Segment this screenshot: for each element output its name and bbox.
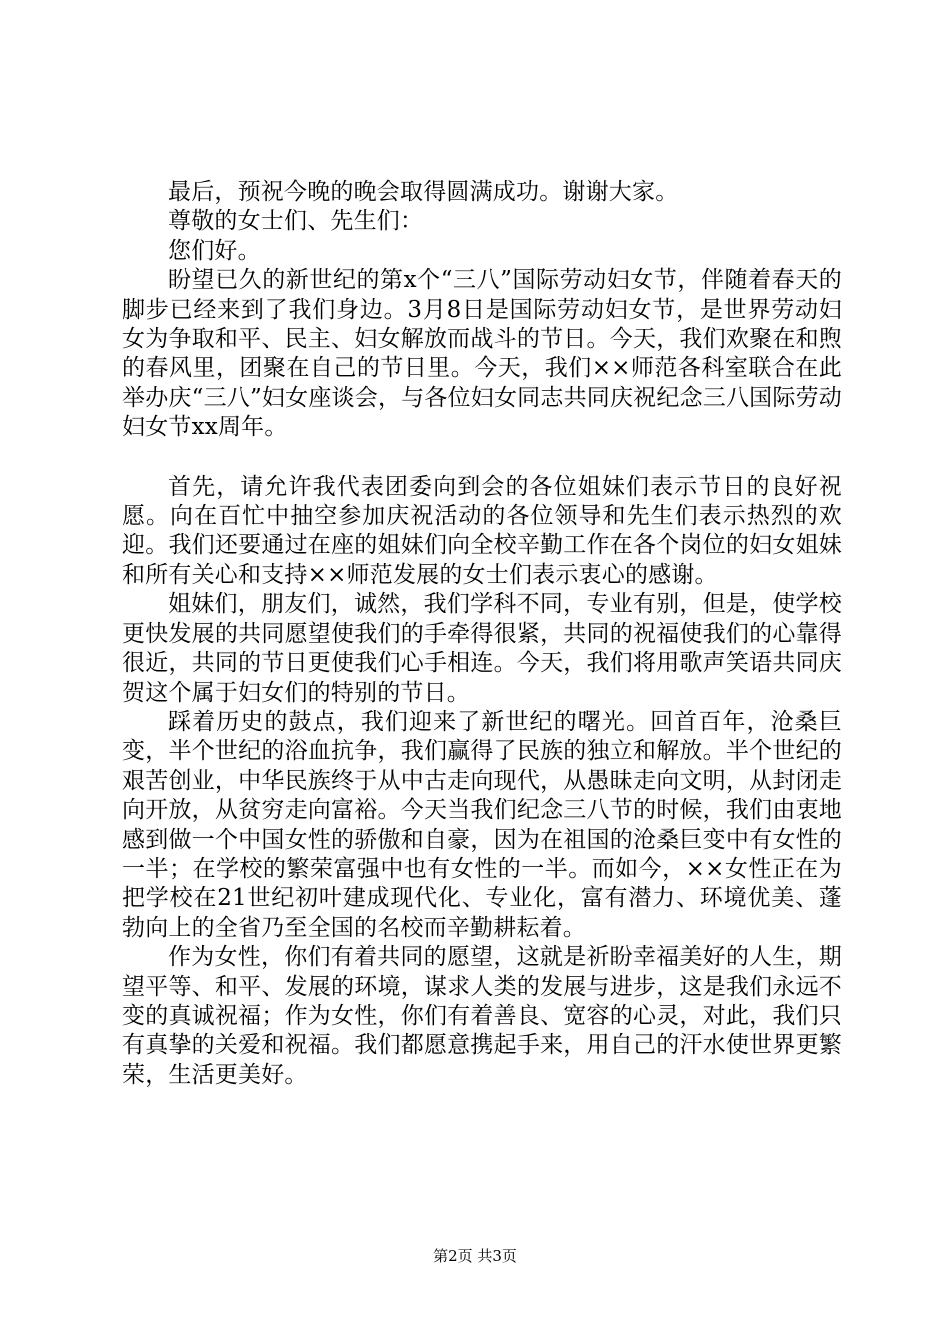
paragraph-history: 踩着历史的鼓点，我们迎来了新世纪的曙光。回首百年，沧桑巨变，半个世纪的浴血抗争，我们赢得了民族的独立和解放。半个世纪的艰苦创业，中华民族终于从中古走向现代，从愚昧走向文明，从封闭走向开放，从贫穷走向富裕。今天当我们纪念三八节的时候，我们由衷地感到做一个中国女性的骄傲和自豪，因为在祖国的沧桑巨变中有女性的一半；在学校的繁荣富强中也有女性的一半。而如今，××女性正在为把学校在21世纪初叶建成现代化、专业化，富有潜力、环境优美、蓬勃向上的全省乃至全国的名校而辛勤耕耘着。 — [122, 708, 842, 941]
paragraph-intro: 盼望已久的新世纪的第x个“三八”国际劳动妇女节，伴随着春天的脚步已经来到了我们身边。3月8日是国际劳动妇女节，是世界劳动妇女为争取和平、民主、妇女解放而战斗的节日。今天，我们欢聚在和煦的春风里，团聚在自己的节日里。今天，我们××师范各科室联合在此举办庆“三八”妇女座谈会，与各位妇女同志共同庆祝纪念三八国际劳动妇女节xx周年。 — [122, 267, 842, 441]
page-footer: 第2页 共3页 — [433, 1247, 517, 1265]
paragraph-wishes: 作为女性，你们有着共同的愿望，这就是祈盼幸福美好的人生，期望平等、和平、发展的环境，谋求人类的发展与进步，这是我们永远不变的真诚祝福；作为女性，你们有着善良、宽容的心灵，对此，我们只有真挚的关爱和祝福。我们都愿意携起手来，用自己的汗水使世界更繁荣，生活更美好。 — [122, 944, 842, 1088]
paragraph-sisters: 姐妹们，朋友们，诚然，我们学科不同，专业有别，但是，使学校更快发展的共同愿望使我们的手牵得很紧，共同的祝福使我们的心靠得很近，共同的节日更使我们心手相连。今天，我们将用歌声笑语共同庆贺这个属于妇女们的特别的节日。 — [122, 591, 842, 706]
paragraph-closing: 最后，预祝今晚的晚会取得圆满成功。谢谢大家。 — [168, 179, 679, 205]
paragraph-greeting: 您们好。 — [168, 237, 261, 264]
paragraph-salutation: 尊敬的女士们、先生们： — [168, 208, 424, 235]
document-body — [122, 178, 842, 1090]
paragraph-thanks: 首先，请允许我代表团委向到会的各位姐妹们表示节日的良好祝愿。向在百忙中抽空参加庆祝活动的各位领导和先生们表示热烈的欢迎。我们还要通过在座的姐妹们向全校辛勤工作在各个岗位的妇女姐妹和所有关心和支持××师范发展的女士们表示衷心的感谢。 — [122, 473, 842, 588]
